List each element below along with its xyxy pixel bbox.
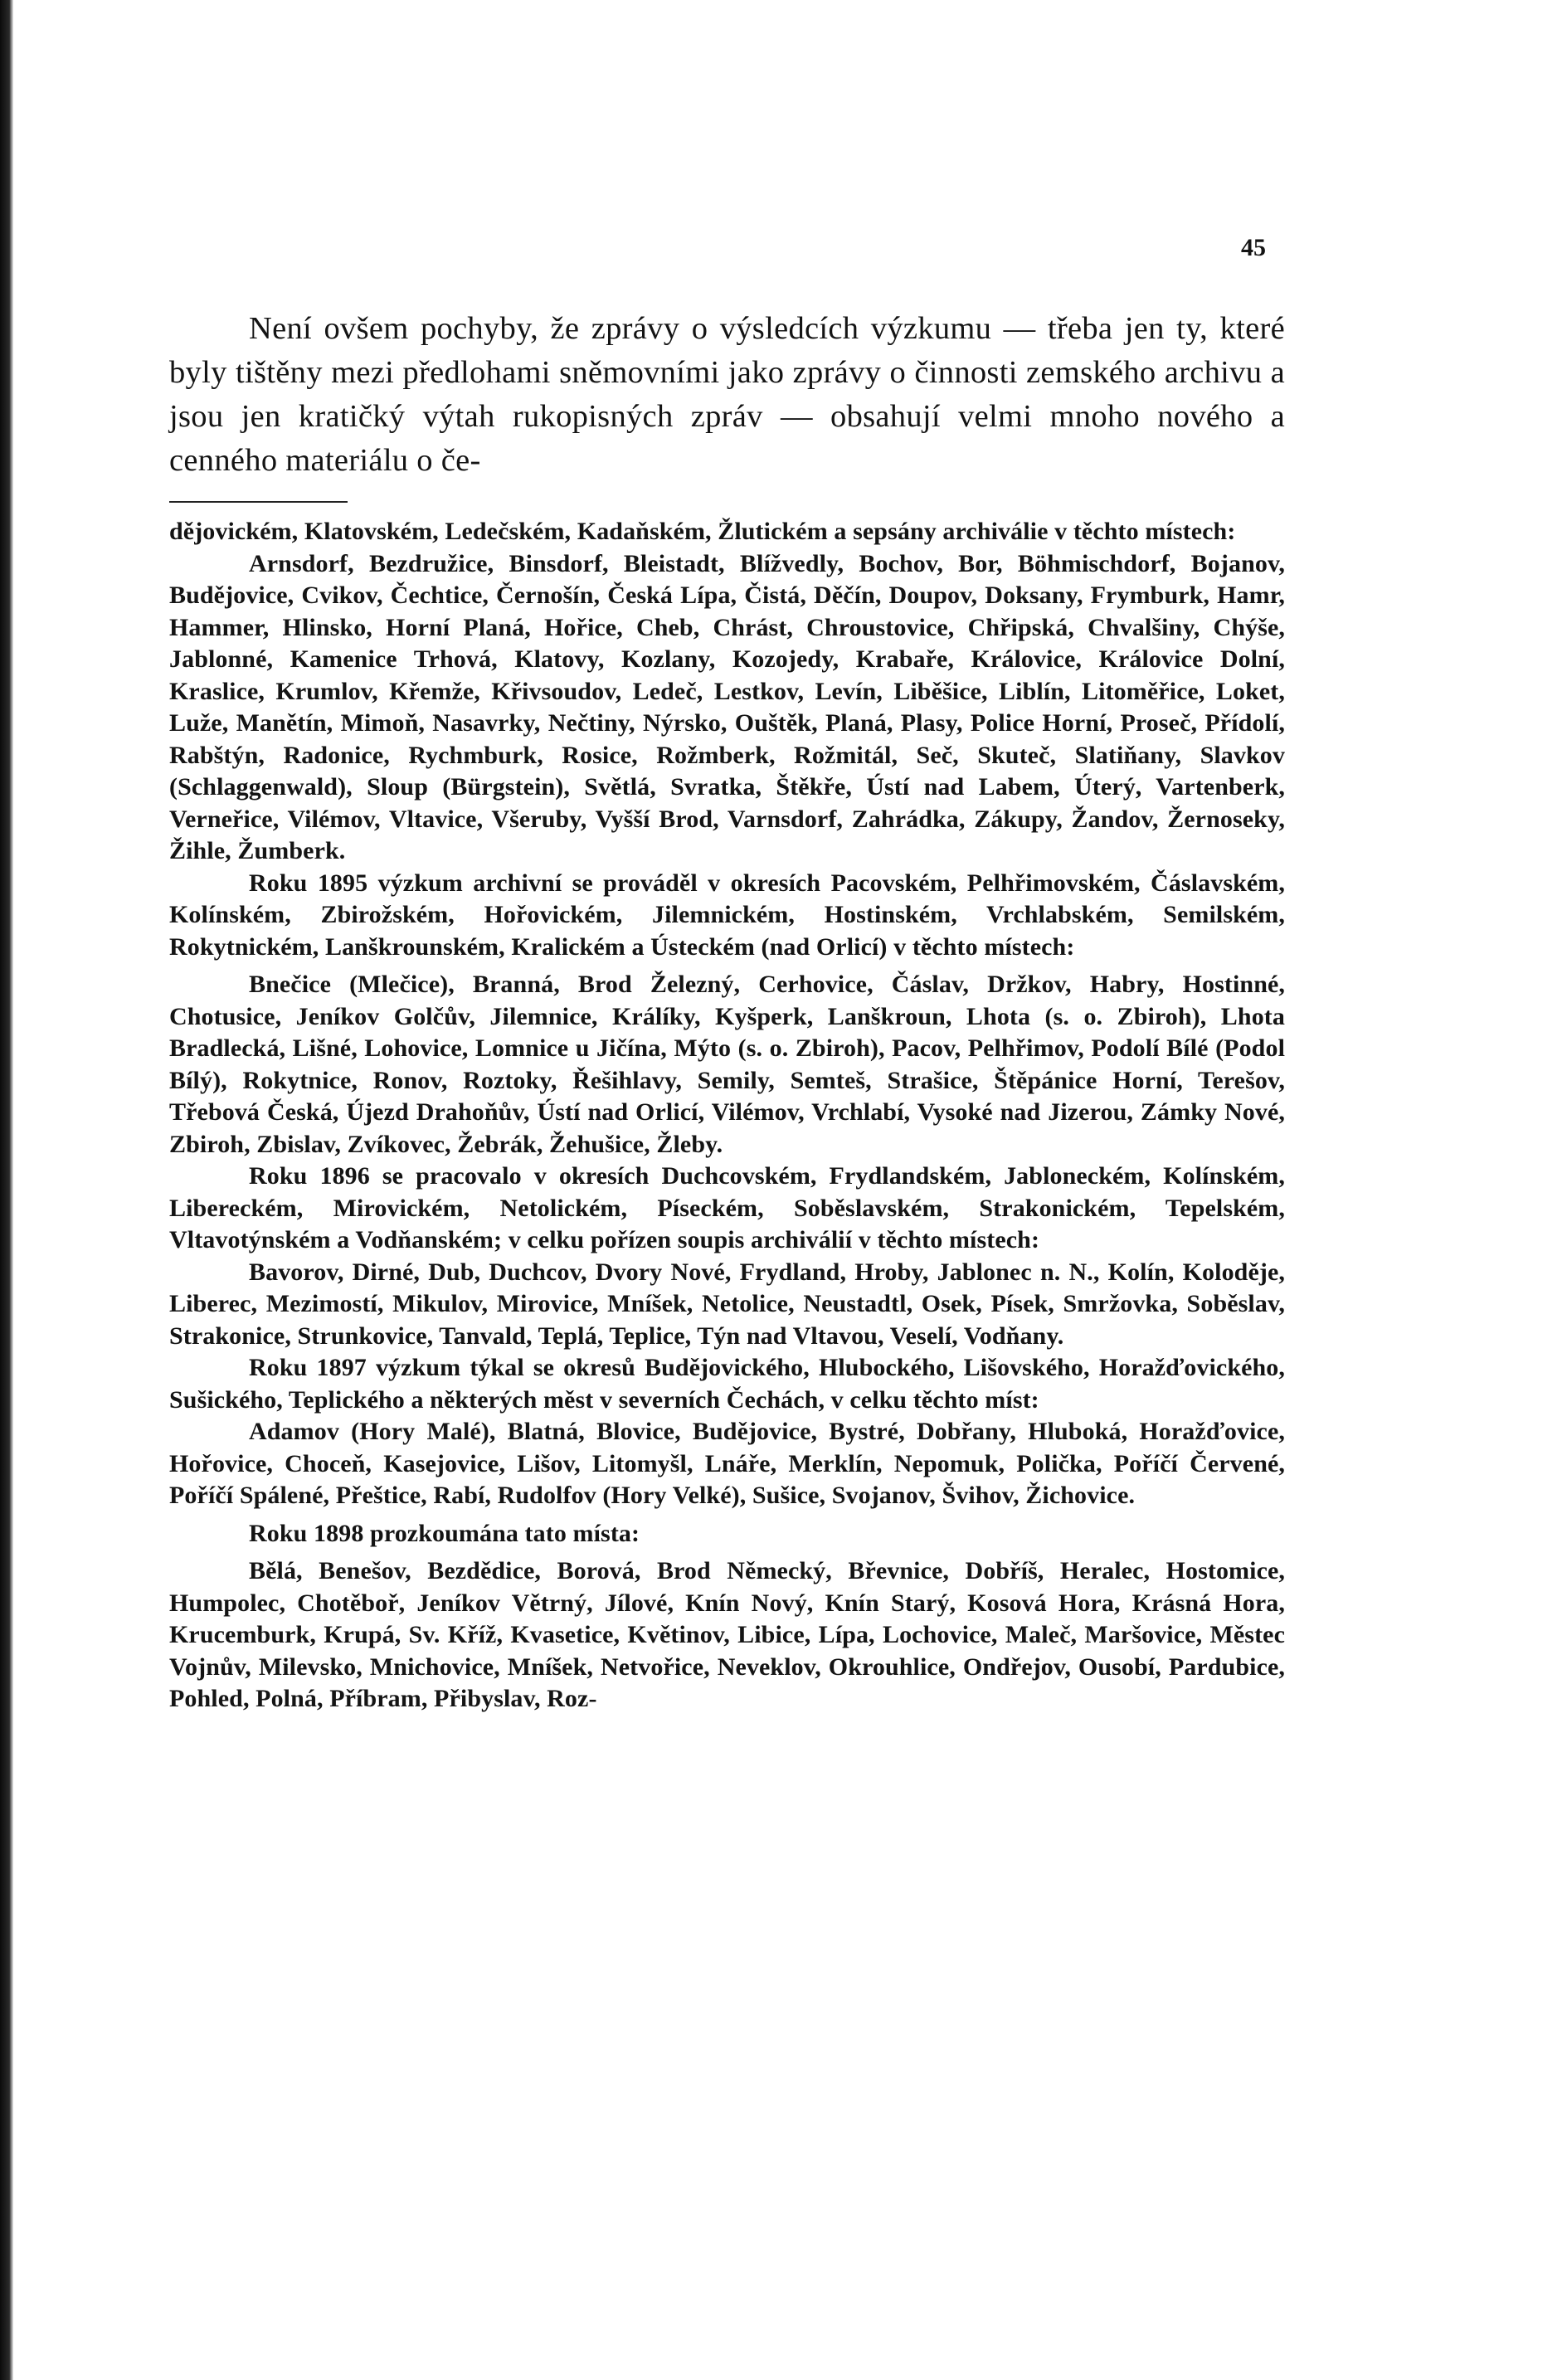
footnote-continuation: dějovickém, Klatovském, Ledečském, Kadaňském, Žlutickém a sepsány archiválie v těchto místech:	[169, 518, 1236, 545]
intro-1896: Roku 1896 se pracovalo v okresích Duchcovském, Frydlandském, Jabloneckém, Kolínském, Libereckém, Mirovickém, Netolickém, Píseckém, Soběslavském, Strakonickém, Tepelském, Vltavotýnském a Vodňanském; v celku pořízen soupis archiválií v těchto místech:	[169, 1162, 1285, 1253]
scan-edge	[0, 0, 13, 2380]
places-1896: Bavorov, Dirné, Dub, Duchcov, Dvory Nové, Frydland, Hroby, Jablonec n. N., Kolín, Koloděje, Liberec, Mezimostí, Mikulov, Mirovice, Mníšek, Netolice, Neustadtl, Osek, Písek, Smržovka, Soběslav, Strakonice, Strunkovice, Tanvald, Teplá, Teplice, Týn nad Vltavou, Veselí, Vodňany.	[169, 1258, 1285, 1350]
page-number: 45	[1241, 234, 1266, 261]
places-1895: Bnečice (Mlečice), Branná, Brod Železný, Cerhovice, Čáslav, Držkov, Habry, Hostinné, Chotusice, Jeníkov Golčův, Jilemnice, Králíky, Kyšperk, Lanškroun, Lhota (s. o. Zbiroh), Lhota Bradlecká, Lišné, Lohovice, Lomnice u Jičína, Mýto (s. o. Zbiroh), Pacov, Pelhřimov, Podolí Bílé (Podol Bílý), Rokytnice, Ronov, Roztoky, Řešihlavy, Semily, Semteš, Strašice, Štěpánice Horní, Terešov, Třebová Česká, Újezd Drahoňův, Ústí nad Orlicí, Vilémov, Vrchlabí, Vysoké nad Jizerou, Zámky Nové, Zbiroh, Zbislav, Zvíkovec, Žebrák, Žehušice, Žleby.	[169, 971, 1285, 1158]
page-body	[169, 307, 1285, 1716]
places-1897: Adamov (Hory Malé), Blatná, Blovice, Budějovice, Bystré, Dobřany, Hluboká, Horažďovice, Hořovice, Choceň, Kasejovice, Lišov, Litomyšl, Lnáře, Merklín, Nepomuk, Polička, Poříčí Červené, Poříčí Spálené, Přeštice, Rabí, Rudolfov (Hory Velké), Sušice, Svojanov, Švihov, Žichovice.	[169, 1418, 1285, 1509]
footnote	[169, 516, 1285, 1716]
footnote-separator	[169, 501, 348, 503]
intro-1895: Roku 1895 výzkum archivní se prováděl v okresích Pacovském, Pelhřimovském, Čáslavském, Kolínském, Zbirožském, Hořovickém, Jilemnickém, Hostinském, Vrchlabském, Semilském, Rokytnickém, Lanškrounském, Kralickém a Ústeckém (nad Orlicí) v těchto místech:	[169, 869, 1285, 961]
intro-1897: Roku 1897 výzkum týkal se okresů Budějovického, Hlubockého, Lišovského, Horažďovického, Sušického, Teplického a některých měst v severních Čechách, v celku těchto míst:	[169, 1354, 1285, 1414]
places-1898: Bělá, Benešov, Bezdědice, Borová, Brod Německý, Břevnice, Dobříš, Heralec, Hostomice, Humpolec, Chotěboř, Jeníkov Větrný, Jílové, Knín Nový, Knín Starý, Kosová Hora, Krásná Hora, Krucemburk, Krupá, Sv. Kříž, Kvasetice, Květinov, Libice, Lípa, Lochovice, Maleč, Maršovice, Městec Vojnův, Milevsko, Mnichovice, Mníšek, Netvořice, Neveklov, Okrouhlice, Ondřejov, Ousobí, Pardubice, Pohled, Polná, Příbram, Přibyslav, Roz-	[169, 1557, 1285, 1712]
intro-1898: Roku 1898 prozkoumána tato místa:	[249, 1519, 640, 1547]
places-1894: Arnsdorf, Bezdružice, Binsdorf, Bleistadt, Blížvedly, Bochov, Bor, Böhmischdorf, Bojanov, Budějovice, Cvikov, Čechtice, Černošín, Česká Lípa, Čistá, Děčín, Doupov, Doksany, Frymburk, Hamr, Hammer, Hlinsko, Horní Planá, Hořice, Cheb, Chrást, Chroustovice, Chřipská, Chvalšiny, Chýše, Jablonné, Kamenice Trhová, Klatovy, Kozlany, Kozojedy, Krabaře, Královice, Královice Dolní, Kraslice, Krumlov, Křemže, Křivsoudov, Ledeč, Lestkov, Levín, Liběšice, Liblín, Litoměřice, Loket, Luže, Manětín, Mimoň, Nasavrky, Nečtiny, Nýrsko, Ouštěk, Planá, Plasy, Police Horní, Proseč, Přídolí, Rabštýn, Radonice, Rychmburk, Rosice, Rožmberk, Rožmitál, Seč, Skuteč, Slatiňany, Slavkov (Schlaggenwald), Sloup (Bürgstein), Světlá, Svratka, Štěkře, Ústí nad Labem, Úterý, Vartenberk, Verneřice, Vilémov, Vltavice, Všeruby, Vyšší Brod, Varnsdorf, Zahrádka, Zákupy, Žandov, Žernoseky, Žihle, Žumberk.	[169, 549, 1285, 864]
intro-paragraph: Není ovšem pochyby, že zprávy o výsledcích výzkumu — třeba jen ty, které byly tištěny mezi předlohami sněmovními jako zprávy o činnosti zemského archivu a jsou jen kratičký výtah rukopisných zpráv — obsahují velmi mnoho nového a cenného materiálu o če-	[169, 311, 1285, 478]
